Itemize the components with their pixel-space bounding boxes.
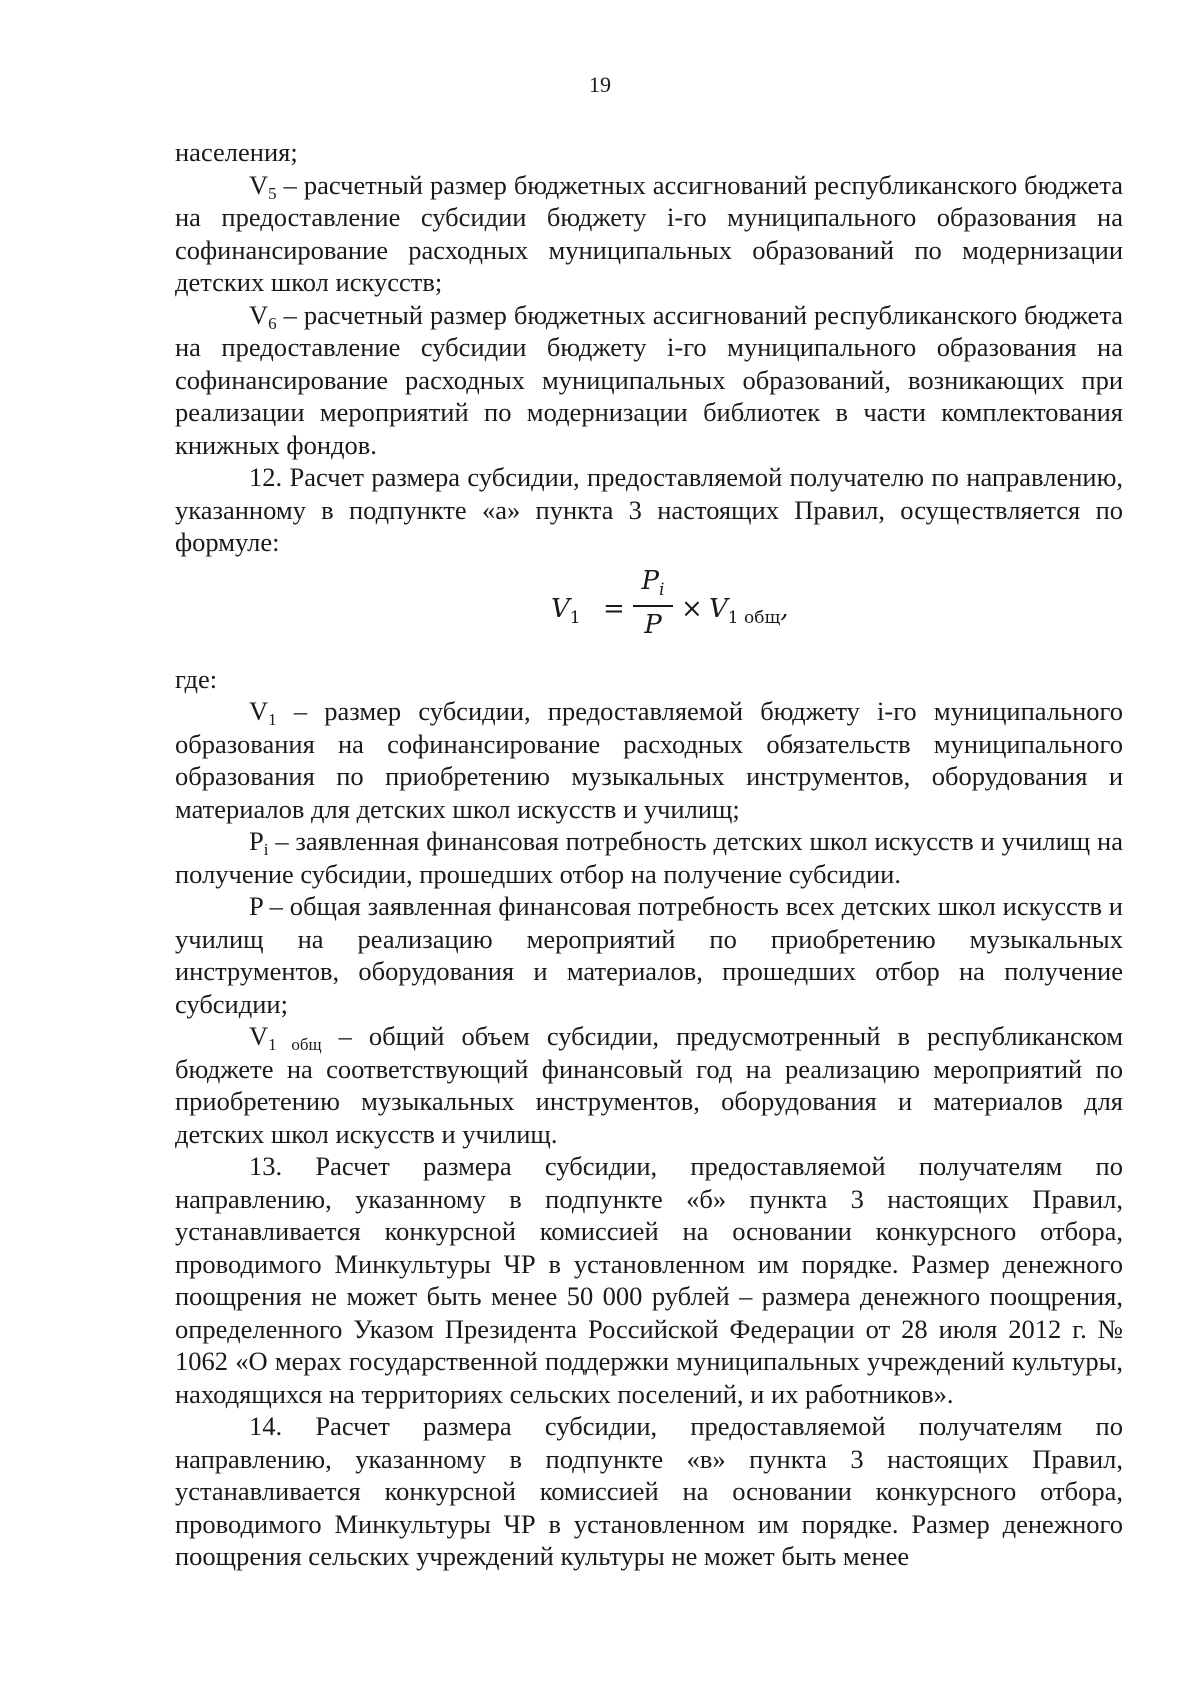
- paragraph-continuation: населения;: [175, 137, 298, 167]
- paragraph-pi-definition: [175, 825, 1123, 890]
- pi-text: – заявленная финансовая потребность детских школ искусств и училищ на получение субсидии, прошедших отбор на получение субсидии.: [175, 826, 1123, 889]
- paragraph-v5-definition: [175, 169, 1123, 299]
- formula-rhs-symbol: V: [709, 593, 728, 624]
- v6-text: – расчетный размер бюджетных ассигнований республиканского бюджета на предоставление субсидии бюджету i-го муниципального образования на софинансирование расходных муниципальных образований, возникающих при реализации мероприятий по модернизации библиотек в части комплектования книжных фондов.: [175, 299, 1123, 460]
- paragraph-14: 14. Расчет размера субсидии, предоставляемой получателям по направлению, указанному в подпункте «в» пункта 3 настоящих Правил, устанавливается конкурсной комиссией на основании конкурсного отбора, проводимого Минкультуры ЧР в установленном им порядке. Размер денежного поощрения сельских учреждений культуры не может быть менее: [175, 1411, 1123, 1571]
- where-label: где:: [175, 663, 218, 694]
- paragraph-v1-definition: [175, 695, 1123, 825]
- page-number: 19: [589, 72, 611, 97]
- paragraph-13: 13. Расчет размера субсидии, предоставляемой получателям по направлению, указанному в подпункте «б» пункта 3 настоящих Правил, устанавливается конкурсной комиссией на основании конкурсного отбора, проводимого Минкультуры ЧР в установленном им порядке. Размер денежного поощрения не может быть менее 50 000 рублей – размера денежного поощрения, определенного Указом Президента Российской Федерации от 28 июля 2012 г. № 1062 «О мерах государственной поддержки муниципальных учреждений культуры, находящихся на территориях сельских поселений, и их работников».: [175, 1151, 1123, 1409]
- v5-text: – расчетный размер бюджетных ассигнований республиканского бюджета на предоставление субсидии бюджету i-го муниципального образования на софинансирование расходных муниципальных образований по модернизации детских школ искусств;: [175, 169, 1123, 297]
- formula-numerator-subscript: i: [659, 579, 665, 600]
- pi-symbol: P: [249, 826, 264, 856]
- paragraph-p-definition: P – общая заявленная финансовая потребность всех детских школ искусств и училищ на реализацию мероприятий по приобретению музыкальных инструментов, оборудования и материалов, прошедших отбор на получение субсидии;: [175, 891, 1123, 1019]
- paragraph-v1-total-definition: [175, 1020, 1123, 1150]
- v1-total-text: – общий объем субсидии, предусмотренный в республиканском бюджете на соответствующий финансовый год на реализацию мероприятий по приобретению музыкальных инструментов, оборудования и материалов для детских школ искусств и училищ.: [175, 1021, 1123, 1149]
- formula-times: ×: [681, 593, 703, 624]
- v6-symbol: V: [249, 299, 269, 330]
- formula-lhs: [551, 593, 581, 635]
- v5-symbol: V: [249, 169, 269, 200]
- document-body: [175, 136, 1123, 1573]
- formula-rhs-subscript: 1 общ: [727, 607, 781, 628]
- paragraph-12: 12. Расчет размера субсидии, предоставляемой получателю по направлению, указанному в подпункте «а» пункта 3 настоящих Правил, осуществляется по формуле:: [175, 462, 1123, 557]
- formula-v1: [175, 561, 1123, 661]
- v5-subscript: 5: [268, 183, 277, 203]
- paragraph-v6-definition: [175, 299, 1123, 462]
- formula-numerator-symbol: P: [641, 565, 660, 596]
- v1-subscript: 1: [268, 710, 277, 729]
- formula-lhs-subscript: 1: [569, 607, 581, 628]
- v1-total-symbol: V: [249, 1021, 269, 1051]
- formula-trailing-comma: ,: [780, 593, 789, 624]
- pi-subscript: i: [263, 840, 269, 859]
- formula-lhs-symbol: V: [551, 593, 570, 624]
- formula-rhs: [709, 593, 789, 635]
- v1-symbol: V: [249, 696, 269, 726]
- v1-total-subscript: 1 общ: [268, 1035, 322, 1054]
- v6-subscript: 6: [268, 313, 277, 333]
- v1-text: – размер субсидии, предоставляемой бюджету i-го муниципального образования на софинансирование расходных обязательств муниципального образования по приобретению музыкальных инструментов, оборудования и материалов для детских школ искусств и училищ;: [175, 696, 1123, 824]
- formula-equals: =: [603, 593, 625, 624]
- formula-numerator: [631, 561, 675, 601]
- formula-fraction: [631, 561, 675, 643]
- formula-denominator: P: [644, 609, 662, 640]
